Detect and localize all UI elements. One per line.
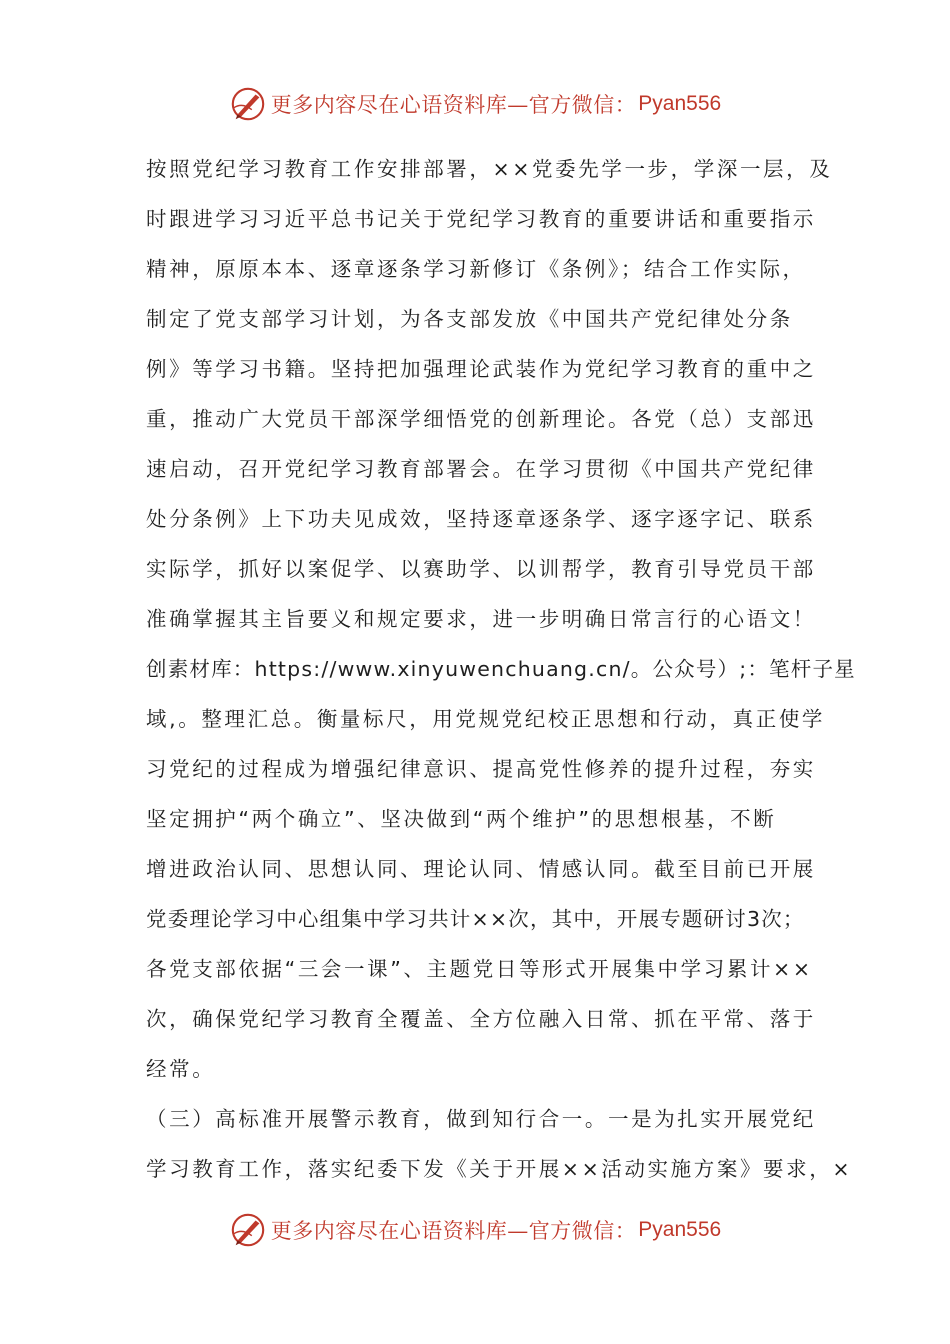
body-line: 精神，原原本本、逐章逐条学习新修订《条例》；结合工作实际，: [146, 257, 806, 281]
section-heading-line: （三）高标准开展警示教育，做到知行合一。一是为扎实开展党纪: [146, 1107, 816, 1131]
body-line: 习党纪的过程成为增强纪律意识、提高党性修养的提升过程，夯实: [146, 757, 816, 781]
pen-circle-logo-icon: [229, 1211, 267, 1249]
body-line: 重，推动广大党员干部深学细悟党的创新理论。各党（总）支部迅: [146, 407, 816, 431]
body-line: 次，确保党纪学习教育全覆盖、全方位融入日常、抓在平常、落于: [146, 1007, 816, 1031]
body-line: 学习教育工作，落实纪委下发《关于开展××活动实施方案》要求，×: [146, 1157, 853, 1181]
pen-circle-logo-icon: [229, 85, 267, 123]
body-line: 域,。整理汇总。衡量标尺，用党规党纪校正思想和行动，真正使学: [146, 707, 826, 731]
body-line: 坚定拥护“两个确立”、坚决做到“两个维护”的思想根基，不断: [146, 807, 777, 831]
body-line: 党委理论学习中心组集中学习共计××次，其中，开展专题研讨3次；: [146, 907, 805, 931]
body-line: 例》等学习书籍。坚持把加强理论武装作为党纪学习教育的重中之: [146, 357, 816, 381]
body-line: 处分条例》上下功夫见成效，坚持逐章逐条学、逐字逐字记、联系: [146, 507, 816, 531]
footer-promo-text: 更多内容尽在心语资料库—官方微信：: [270, 1219, 637, 1243]
header-promo-text: 更多内容尽在心语资料库—官方微信：: [270, 93, 637, 117]
body-line: 增进政治认同、思想认同、理论认同、情感认同。截至目前已开展: [146, 857, 816, 881]
footer-wechat-id: Pyan556: [638, 1218, 722, 1241]
body-line: 按照党纪学习教育工作安排部署，××党委先学一步，学深一层，及: [146, 157, 833, 181]
body-line: 经常。: [146, 1057, 216, 1081]
body-line: 实际学，抓好以案促学、以赛助学、以训帮学，教育引导党员干部: [146, 557, 816, 581]
body-line: 准确掌握其主旨要义和规定要求，进一步明确日常言行的心语文！: [146, 607, 816, 631]
header-wechat-id: Pyan556: [638, 92, 722, 115]
body-line: 速启动，召开党纪学习教育部署会。在学习贯彻《中国共产党纪律: [146, 457, 816, 481]
body-line: 制定了党支部学习计划，为各支部发放《中国共产党纪律处分条: [146, 307, 793, 331]
document-body: [146, 144, 856, 1194]
body-line: 各党支部依据“三会一课”、主题党日等形式开展集中学习累计××: [146, 957, 813, 981]
footer-watermark: [0, 1210, 950, 1250]
body-line: 创素材库：https://www.xinyuwenchuang.cn/。公众号）;：笔杆子星: [146, 657, 856, 681]
header-watermark: [0, 84, 950, 124]
body-line: 时跟进学习习近平总书记关于党纪学习教育的重要讲话和重要指示: [146, 207, 816, 231]
